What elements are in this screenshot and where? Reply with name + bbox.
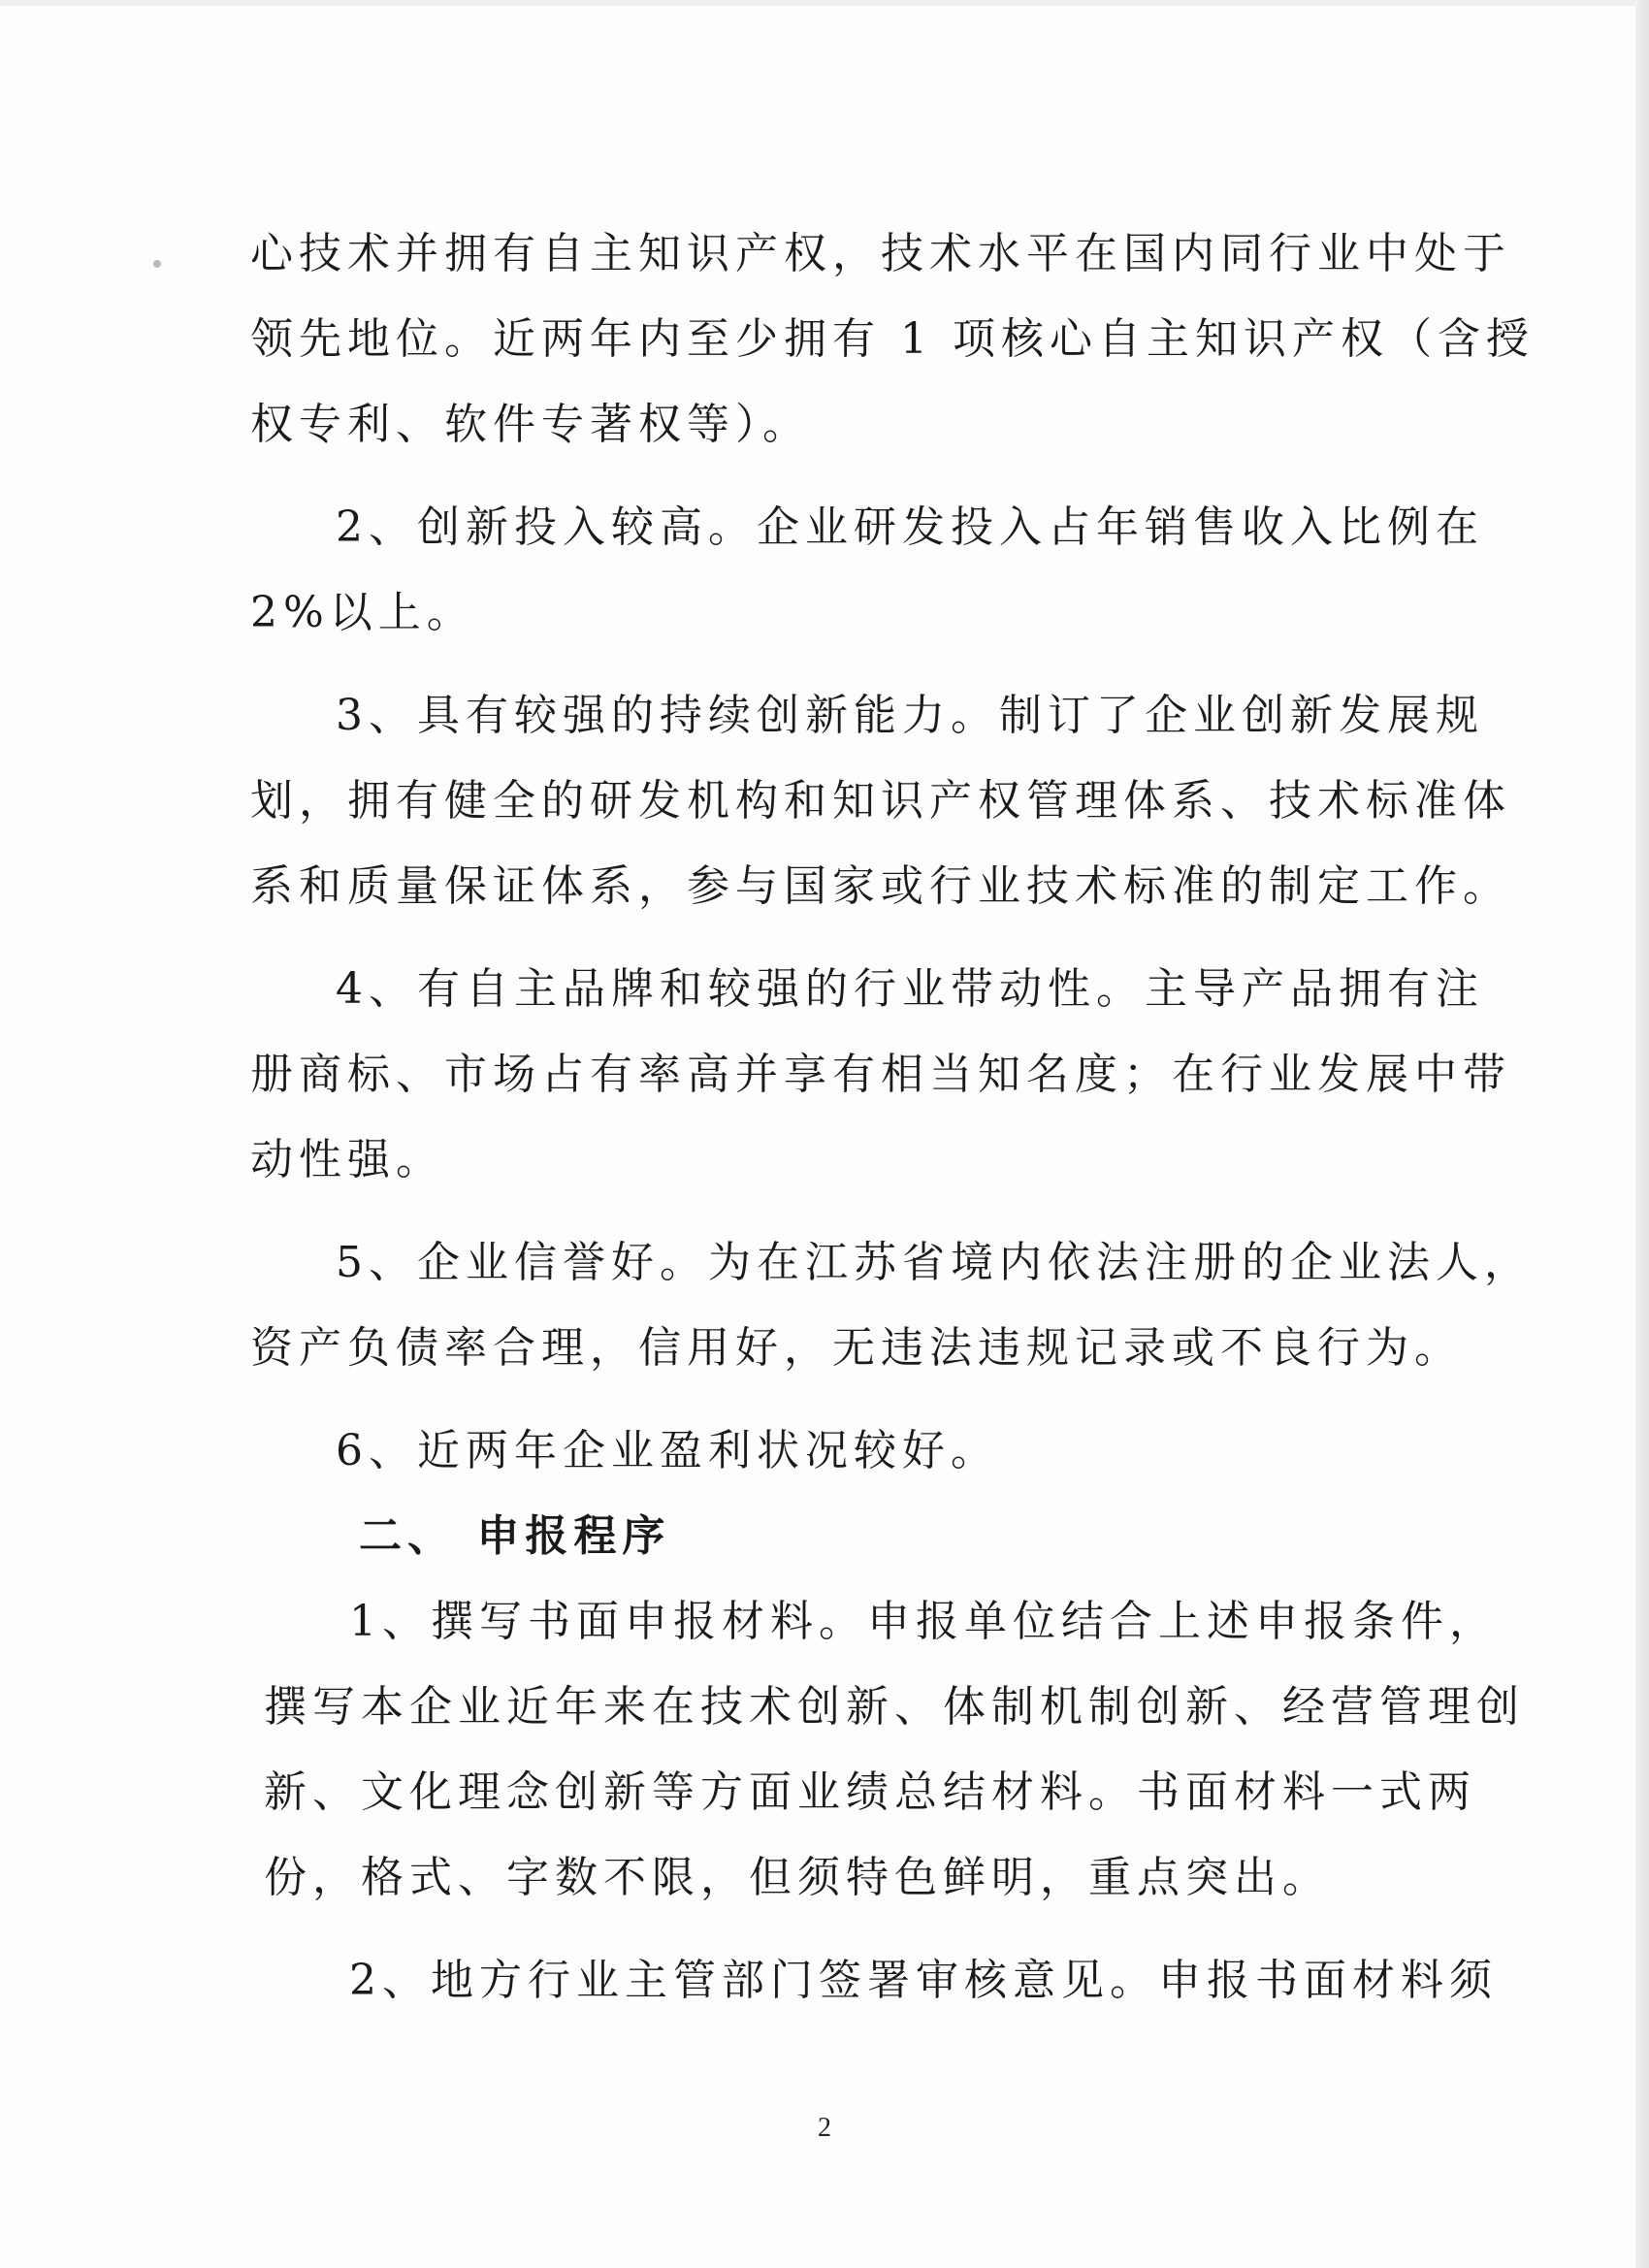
body-text	[250, 211, 1535, 2024]
paragraph	[250, 673, 1511, 929]
text-line: 5、企业信誉好。为在江苏省境内依法注册的企业法人，	[336, 1238, 1533, 1287]
text-line: 资产负债率合理，信用好，无违法违规记录或不良行为。	[250, 1323, 1463, 1373]
text-line: 3、具有较强的持续创新能力。制订了企业创新发展规	[336, 691, 1484, 740]
paragraph	[250, 1409, 1366, 1494]
paragraph	[250, 211, 1535, 468]
text-line: 划，拥有健全的研发机构和知识产权管理体系、技术标准体	[250, 776, 1511, 826]
scan-edge-right	[1635, 0, 1649, 2268]
text-line: 2、创新投入较高。企业研发投入占年销售收入比例在	[336, 502, 1484, 552]
section-heading: 二、 申报程序	[359, 1511, 671, 1561]
text-line: 1、撰写书面申报材料。申报单位结合上述申报条件，	[349, 1597, 1498, 1646]
paragraph	[250, 1220, 1533, 1391]
paragraph	[250, 1579, 1525, 1921]
text-line: 2%以上。	[250, 588, 475, 637]
paragraph	[250, 947, 1511, 1203]
text-line: 动性强。	[250, 1135, 444, 1184]
text-line: 2、地方行业主管部门签署审核意见。申报书面材料须	[349, 1956, 1498, 2005]
paragraph	[250, 1938, 1498, 2024]
text-line: 权专利、软件专著权等）。	[250, 400, 811, 449]
text-line: 系和质量保证体系，参与国家或行业技术标准的制定工作。	[250, 861, 1511, 911]
text-line: 份，格式、字数不限，但须特色鲜明，重点突出。	[264, 1853, 1331, 1902]
scan-edge-top	[0, 0, 1649, 6]
text-line: 新、文化理念创新等方面业绩总结材料。书面材料一式两	[264, 1767, 1476, 1817]
text-line: 册商标、市场占有率高并享有相当知名度；在行业发展中带	[250, 1050, 1511, 1099]
text-line: 撰写本企业近年来在技术创新、体制机制创新、经营管理创	[264, 1682, 1525, 1732]
text-line: 4、有自主品牌和较强的行业带动性。主导产品拥有注	[336, 964, 1484, 1014]
paragraph	[250, 485, 1484, 656]
text-line: 领先地位。近两年内至少拥有 1 项核心自主知识产权（含授	[250, 314, 1535, 364]
text-line: 6、近两年企业盈利状况较好。	[336, 1426, 999, 1475]
page-number: 2	[818, 2113, 831, 2143]
scan-speck	[153, 260, 161, 268]
text-line: 心技术并拥有自主知识产权，技术水平在国内同行业中处于	[250, 229, 1511, 278]
